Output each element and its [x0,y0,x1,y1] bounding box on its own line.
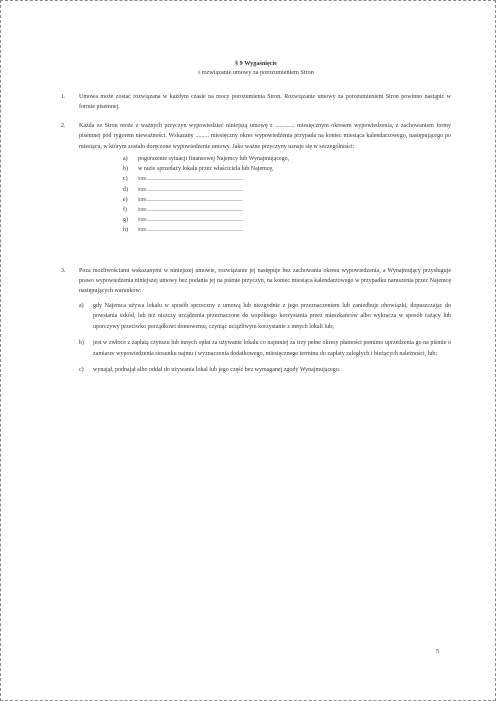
condition-label: c) [79,366,84,373]
condition-item [79,338,451,359]
reason-item [123,154,451,164]
reason-item [123,185,451,195]
reason-item [123,164,451,174]
reason-text: inne................................................................................................ [138,196,243,203]
condition-label: b) [79,340,84,347]
clause-text: Umowa może zostać rozwiązana w każdym czasie na mocy porozumienia Stron. Rozwiązanie umowy za porozumieniem Stron powinno nastąpić w formie pisemnej. [79,94,451,111]
condition-text: gdy Najemca używa lokalu w sposób sprzeczny z umową lub niezgodnie z jego przeznaczeniem lub zaniedbuje obowiązki, dopuszczając do powstania szkód, lub też niszczy urządzenia przeznaczone do wspólnego korzystania przez mieszkańców albo wykracza w sposób rażący lub uporczywy przeciwko porządkowi domowemu, czyniąc uciążliwym korzystanie z innych lokali lub; [93,302,451,330]
condition-text: jest w zwłoce z zapłatą czynszu lub innych opłat za używanie lokalu co najmniej za trzy pełne okresy płatności pomimo uprzedzenia go na piśmie o zamiarze wypowiedzenia stosunku najmu i wyznaczenia dodatkowego, miesięcznego terminu do zapłaty zaległych i bieżących należności, lub; [93,340,451,357]
reason-item [123,205,451,215]
reason-item [123,215,451,225]
reason-label: h) [123,227,128,234]
section-title: § 9 Wygaśnięcie [235,60,277,67]
clause-list [61,92,451,375]
condition-label: a) [79,302,84,309]
reason-text: pogorszenie sytuacji finansowej Najemcy lub Wynajmującego, [138,156,290,163]
reason-label: g) [123,217,128,224]
reason-label: f) [123,207,127,214]
reason-label: e) [123,196,128,203]
reason-text: inne................................................................................................ [138,176,243,183]
condition-item [79,301,451,332]
reason-text: w razie sprzedaży lokalu przez właściciela lub Najemcę, [138,166,274,173]
reason-text: inne................................................................................................ [138,186,243,193]
reason-item [123,174,451,184]
clause-number: 3. [61,267,66,274]
reason-text: inne................................................................................................ [138,227,243,234]
reason-label: b) [123,166,128,173]
reason-label: c) [123,176,128,183]
clause-3 [61,266,451,376]
reason-item [123,225,451,235]
condition-text: wynajął, podnajął albo oddał do używania lokal lub jego część bez wymaganej zgody Wynajmującego. [93,366,341,373]
reason-item [123,195,451,205]
reason-text: inne................................................................................................ [138,217,243,224]
clause-2 [61,121,451,236]
clause-number: 2. [61,122,66,129]
reason-text: inne................................................................................................ [138,207,243,214]
reason-label: a) [123,156,128,163]
reason-label: d) [123,186,128,193]
clause-text: Każda ze Stron może z ważnych przyczyn wypowiedzieć niniejszą umowę z ............. miesięcznym okresem wypowiedzenia, z zachowaniem formy pisemnej pod rygorem nieważności. Wskazany ......... miesięczny okres wypowiedzenia przypada na koniec miesiąca kalendarzowego, następującego po miesiącu, w którym zostało doręczone wypowiedzenie umowy. Jako ważne przyczyny uznaje się w szczególności: [79,122,451,150]
clause-1 [61,92,451,113]
condition-item [79,365,451,375]
page-number: 5 [436,648,439,655]
spacer [61,244,451,258]
section-subtitle: i rozwiązanie umowy za porozumieniem Stron [198,69,314,76]
section-heading [61,59,451,77]
clause-number: 1. [61,94,66,100]
clause-text: Poza możliwościami wskazanymi w niniejszej umowie, rozwiązanie jej następuje bez zachowania okresu wypowiedzenia, a Wynajmujący przysługuje prawo wypowiedzenia niniejszej umowy bez podania jej na piśmie przyczyn, na koniec miesiąca kalendarzowego w przypadku naruszenia przez Najemcę następujących warunków: [79,267,451,295]
termination-condition-list [79,301,451,375]
reason-list [79,154,451,236]
